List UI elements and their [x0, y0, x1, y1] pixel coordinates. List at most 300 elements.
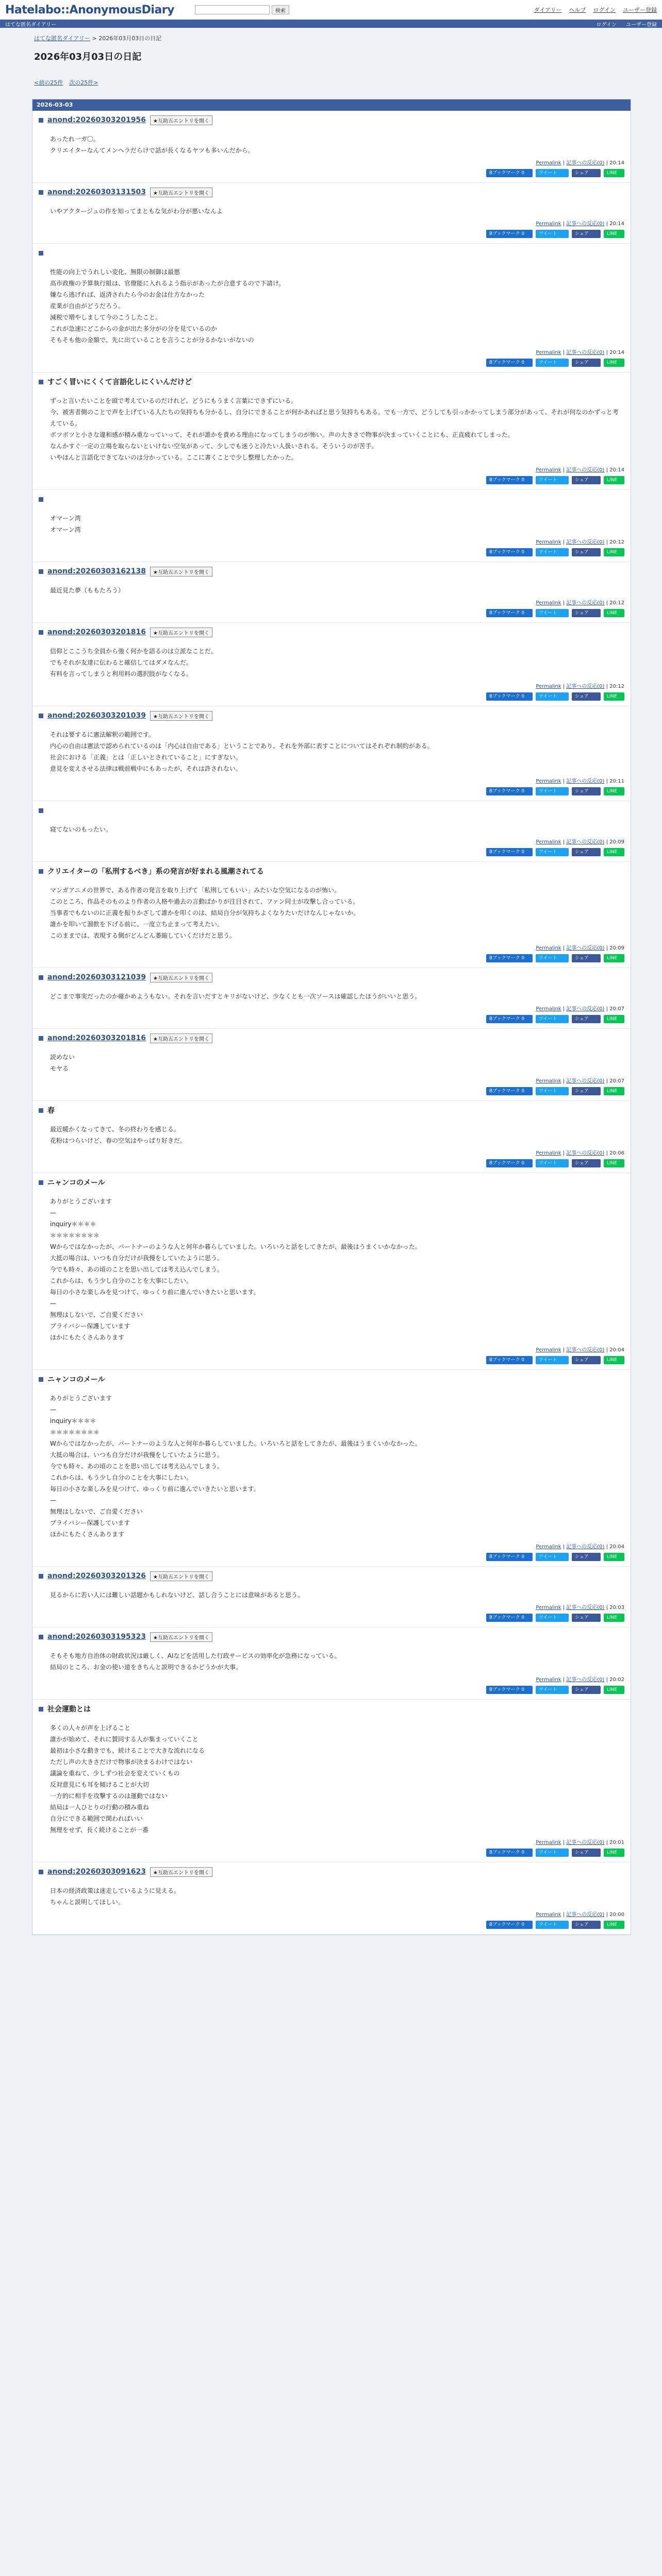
- permalink[interactable]: Permalink: [536, 1605, 561, 1611]
- entry-line: 性能の向上でうれしい変化、無限の制御は最悪: [50, 268, 180, 276]
- line-share-button[interactable]: LINE: [604, 169, 624, 177]
- facebook-share-button[interactable]: シェア: [572, 1159, 601, 1167]
- facebook-share-button[interactable]: シェア: [572, 1849, 601, 1857]
- separator: |: [604, 778, 610, 784]
- entry-line: 寝てないのもったい。: [50, 826, 112, 833]
- entry-footer: [39, 219, 624, 227]
- entry-line: これからは、もう少し自分のことを大事にしたい。: [50, 1277, 193, 1284]
- entry-line: プライバシー保護しています: [50, 1519, 130, 1527]
- hatena-bookmark-button[interactable]: Bブックマーク 0: [486, 476, 533, 484]
- trackback-link[interactable]: 記事への反応(0): [566, 1150, 605, 1156]
- line-share-button[interactable]: LINE: [604, 1087, 624, 1095]
- facebook-share-button[interactable]: シェア: [572, 1686, 601, 1694]
- line-share-button[interactable]: LINE: [604, 476, 624, 484]
- entry-line: 結局は一人ひとりの行動の積み重ね: [50, 1804, 150, 1811]
- entry-title[interactable]: 春: [47, 1107, 55, 1115]
- entry-title[interactable]: ニャンコのメール: [47, 1376, 105, 1384]
- entry-marker-icon: [39, 497, 43, 502]
- entry-title[interactable]: anond:20260303201956: [47, 116, 146, 124]
- trackback-link[interactable]: 記事への反応(0): [566, 1006, 605, 1012]
- star-button[interactable]: ★互助五エントリを開く: [150, 628, 212, 637]
- entry-line: 今、被害者側のことで声を上げている人たちの気持ちも分かるし、自分にできることが何かあればと思う気持ちもある。でも一方で、どうしても引っかかってしまう部分があって、それが何なのかずっと考えている。: [50, 409, 619, 427]
- entry-time: 20:11: [609, 778, 624, 784]
- entry-line: このところ、作品そのものより作者の人格や過去の言動ばかりが注目されて、ファン同士が攻撃し合っている。: [50, 898, 359, 905]
- entry-title[interactable]: anond:20260303201816: [47, 628, 146, 636]
- line-share-button[interactable]: LINE: [604, 848, 624, 856]
- star-button[interactable]: ★互助五エントリを開く: [150, 1867, 212, 1877]
- pager-prev[interactable]: <前の25件: [34, 79, 63, 86]
- entry-title[interactable]: anond:20260303091623: [47, 1868, 146, 1876]
- entry-list: [32, 111, 631, 1935]
- hatena-bookmark-button[interactable]: Bブックマーク 0: [486, 1614, 533, 1622]
- entry-line: 自分にできる範囲で関わればいい: [50, 1815, 143, 1822]
- entry-footer: [39, 1542, 624, 1550]
- trackback-link[interactable]: 記事への反応(0): [566, 1078, 605, 1084]
- star-button[interactable]: ★互助五エントリを開く: [150, 1571, 212, 1581]
- line-share-button[interactable]: LINE: [604, 548, 624, 556]
- entry-line: そもそも地方自治体の財政状況は厳しく、AIなどを活用した行政サービスの効率化が急務になっている。: [50, 1652, 341, 1659]
- entry-title[interactable]: anond:20260303195323: [47, 1633, 146, 1641]
- permalink[interactable]: Permalink: [536, 539, 561, 545]
- trackback-link[interactable]: 記事への反応(0): [566, 839, 605, 845]
- hatena-bookmark-button[interactable]: Bブックマーク 0: [486, 169, 533, 177]
- share-buttons: [39, 954, 624, 962]
- entry: [32, 706, 631, 801]
- separator: |: [561, 600, 567, 606]
- entry-footer: [39, 1004, 624, 1012]
- entry-line: オマーン湾: [50, 526, 81, 533]
- entry-header: [39, 1033, 624, 1043]
- entry-title[interactable]: anond:20260303121039: [47, 973, 146, 981]
- search-button[interactable]: 検索: [272, 5, 289, 14]
- trackback-link[interactable]: 記事への反応(0): [566, 539, 605, 545]
- share-buttons: [39, 1921, 624, 1929]
- entry-line: 内心の自由は憲法で認められているのは「内心は自由である」ということであり、それを外部に表すことについてはそれぞれ制約がある。: [50, 742, 434, 750]
- entry-marker-icon: [39, 1377, 43, 1382]
- trackback-link[interactable]: 記事への反応(0): [566, 1840, 605, 1845]
- tweet-button[interactable]: ツイート: [536, 1159, 569, 1167]
- entry-line: でもそれが友達に伝わると確信してはダメなんだ。: [50, 659, 193, 666]
- entry-line: これが急速にどこからの金が出た多分がの分を見ているのか: [50, 325, 218, 332]
- facebook-share-button[interactable]: シェア: [572, 692, 601, 701]
- share-buttons: [39, 1553, 624, 1561]
- hatena-bookmark-button[interactable]: Bブックマーク 0: [486, 848, 533, 856]
- separator: |: [561, 839, 567, 845]
- line-share-button[interactable]: LINE: [604, 1553, 624, 1561]
- separator: |: [604, 1544, 610, 1550]
- entry-line: このままでは、表現する側がどんどん萎縮していくだけだと思う。: [50, 932, 236, 939]
- page-title: 2026年03月03日の日記: [34, 52, 142, 62]
- day-header: 2026-03-03: [32, 99, 631, 111]
- entry-title[interactable]: 社会運動とは: [47, 1705, 91, 1714]
- hatena-bookmark-button[interactable]: Bブックマーク 0: [486, 548, 533, 556]
- hatena-bookmark-button[interactable]: Bブックマーク 0: [486, 1686, 533, 1694]
- entry-marker-icon: [39, 569, 43, 574]
- entry-title[interactable]: anond:20260303201326: [47, 1572, 146, 1580]
- facebook-share-button[interactable]: シェア: [572, 476, 601, 484]
- permalink[interactable]: Permalink: [536, 1912, 561, 1918]
- entry-line: プライバシー保護しています: [50, 1323, 130, 1330]
- entry-header: [39, 1704, 624, 1714]
- entry-time: 20:03: [609, 1605, 624, 1611]
- entry-line: 花粉はつらいけど、春の空気はやっぱり好きだ。: [50, 1137, 187, 1144]
- entry-title[interactable]: anond:20260303201039: [47, 711, 146, 720]
- separator: |: [561, 539, 567, 545]
- hatena-bookmark-button[interactable]: Bブックマーク 0: [486, 954, 533, 962]
- separator: |: [561, 1078, 567, 1084]
- line-share-button[interactable]: LINE: [604, 1849, 624, 1857]
- permalink[interactable]: Permalink: [536, 1544, 561, 1550]
- entry-line: —: [50, 1406, 56, 1413]
- line-share-button[interactable]: LINE: [604, 1686, 624, 1694]
- nav-site-name[interactable]: はてな匿名ダイアリー: [5, 22, 57, 28]
- entry-line: ちゃんと説明してほしい。: [50, 1899, 125, 1906]
- permalink[interactable]: Permalink: [536, 221, 561, 227]
- separator: |: [561, 350, 567, 355]
- search-form: [195, 5, 289, 14]
- entry-line: 議論を重ねて、少しずつ社会を変えていくもの: [50, 1770, 180, 1777]
- entry-time: 20:04: [609, 1347, 624, 1353]
- entry-line: 見るからに若い人には難しい話題かもしれないけど、話し合うことには意味があると思う。: [50, 1591, 304, 1599]
- star-button[interactable]: ★互助五エントリを開く: [150, 973, 212, 982]
- entry-line: 誰かが始めて、それに賛同する人が集まっていくこと: [50, 1736, 198, 1743]
- star-button[interactable]: ★互助五エントリを開く: [150, 1632, 212, 1642]
- hatena-bookmark-button[interactable]: Bブックマーク 0: [486, 1159, 533, 1167]
- permalink[interactable]: Permalink: [536, 945, 561, 951]
- entry-time: 20:14: [609, 160, 624, 166]
- separator: |: [561, 684, 567, 689]
- star-button[interactable]: ★互助五エントリを開く: [150, 1033, 212, 1043]
- entry: [32, 1862, 631, 1935]
- entry-line: Wからではなかったが、パートナーのような人と何年か暮らしていました。いろいろと話をしてきたが、最後はうまくいかなかった。: [50, 1440, 421, 1447]
- permalink[interactable]: Permalink: [536, 1677, 561, 1683]
- separator: |: [604, 945, 610, 951]
- share-buttons: [39, 1087, 624, 1095]
- breadcrumb-root[interactable]: はてな匿名ダイアリー: [34, 35, 91, 42]
- entry-header: [39, 627, 624, 637]
- trackback-link[interactable]: 記事への反応(0): [566, 467, 605, 473]
- trackback-link[interactable]: 記事への反応(0): [566, 778, 605, 784]
- pager-next[interactable]: 次の25件>: [69, 79, 98, 86]
- entry-footer: [39, 776, 624, 784]
- entry-body: [50, 133, 624, 156]
- separator: |: [561, 1912, 567, 1918]
- entry: [32, 183, 631, 244]
- separator: |: [561, 1605, 567, 1611]
- entry-marker-icon: [39, 380, 43, 384]
- trackback-link[interactable]: 記事への反応(0): [566, 160, 605, 166]
- separator: |: [604, 539, 610, 545]
- entry-title[interactable]: anond:20260303131503: [47, 188, 146, 196]
- entry-title[interactable]: すごく冒いにくくて言語化しにくいんだけど: [47, 378, 192, 386]
- entry-footer: [39, 598, 624, 606]
- entry-line: 当事者でもないのに正義を振りかざして誰かを叩くのは、結局自分が気持ちよくなりたいだけなんじゃないか。: [50, 909, 360, 917]
- entry-line: 最初は小さな動きでも、続けることで大きな流れになる: [50, 1747, 205, 1754]
- tweet-button[interactable]: ツイート: [536, 359, 569, 367]
- entry-line: 無理をせず、長く続けることが一番: [50, 1826, 149, 1834]
- share-buttons: [39, 1356, 624, 1364]
- trackback-link[interactable]: 記事への反応(0): [566, 684, 605, 689]
- tweet-button[interactable]: ツイート: [536, 169, 569, 177]
- facebook-share-button[interactable]: シェア: [572, 1015, 601, 1023]
- entry-line: ありがとうございます: [50, 1198, 112, 1205]
- line-share-button[interactable]: LINE: [604, 1356, 624, 1364]
- breadcrumb: [34, 34, 662, 42]
- tweet-button[interactable]: ツイート: [536, 1015, 569, 1023]
- entry-line: 読めない: [50, 1054, 75, 1061]
- permalink[interactable]: Permalink: [536, 1078, 561, 1084]
- header-link-register[interactable]: ユーザー登録: [623, 7, 657, 13]
- entry-line: inquiry＊＊＊＊: [50, 1221, 96, 1228]
- tweet-button[interactable]: ツイート: [536, 787, 569, 795]
- share-buttons: [39, 1849, 624, 1857]
- entry-body: [50, 1196, 624, 1343]
- entry-line: これからは、もう少し自分のことを大事にしたい。: [50, 1474, 193, 1481]
- entry-line: 最近見た夢（ももたろう）: [50, 587, 125, 594]
- entry-marker-icon: [39, 808, 43, 813]
- separator: |: [561, 1006, 567, 1012]
- line-share-button[interactable]: LINE: [604, 1614, 624, 1622]
- separator: |: [561, 467, 567, 473]
- entry-body: [50, 1650, 624, 1673]
- entry-header: [39, 805, 624, 816]
- separator: |: [604, 1605, 610, 1611]
- permalink[interactable]: Permalink: [536, 1840, 561, 1845]
- tweet-button[interactable]: ツイート: [536, 1921, 569, 1929]
- permalink[interactable]: Permalink: [536, 1347, 561, 1353]
- separator: |: [604, 221, 610, 227]
- entry-line: 最近暖かくなってきて、冬の終わりを感じる。: [50, 1126, 180, 1133]
- entry-body: [50, 1124, 624, 1146]
- header-link-diary[interactable]: ダイアリー: [534, 7, 562, 13]
- separator: |: [561, 1544, 567, 1550]
- separator: |: [604, 1150, 610, 1156]
- separator: |: [561, 1150, 567, 1156]
- star-button[interactable]: ★互助五エントリを開く: [150, 115, 212, 125]
- entry-body: [50, 646, 624, 680]
- hatena-bookmark-button[interactable]: Bブックマーク 0: [486, 359, 533, 367]
- search-input[interactable]: [195, 5, 270, 14]
- facebook-share-button[interactable]: シェア: [572, 954, 601, 962]
- trackback-link[interactable]: 記事への反応(0): [566, 1544, 605, 1550]
- permalink[interactable]: Permalink: [536, 1006, 561, 1012]
- facebook-share-button[interactable]: シェア: [572, 1356, 601, 1364]
- permalink[interactable]: Permalink: [536, 350, 561, 355]
- trackback-link[interactable]: 記事への反応(0): [566, 945, 605, 951]
- entry-header: [39, 187, 624, 197]
- trackback-link[interactable]: 記事への反応(0): [566, 1605, 605, 1611]
- hatena-bookmark-button[interactable]: Bブックマーク 0: [486, 609, 533, 617]
- entry-line: —: [50, 1300, 56, 1307]
- tweet-button[interactable]: ツイート: [536, 476, 569, 484]
- tweet-button[interactable]: ツイート: [536, 692, 569, 701]
- header-link-help[interactable]: ヘルプ: [569, 7, 586, 13]
- trackback-link[interactable]: 記事への反応(0): [566, 221, 605, 227]
- entry-line: 高市政権の予算執行組は、官僚能に入れるよう指示があったが合意するので下請け。: [50, 280, 285, 287]
- entry: [32, 1101, 631, 1173]
- star-button[interactable]: ★互助五エントリを開く: [150, 567, 212, 577]
- tweet-button[interactable]: ツイート: [536, 1356, 569, 1364]
- separator: |: [561, 1840, 567, 1845]
- trackback-link[interactable]: 記事への反応(0): [566, 1677, 605, 1683]
- entry-line: クリエイターなんてメンヘラだらけで話が長くなるヤツも多いんだから。: [50, 147, 254, 154]
- entry-line: —: [50, 1209, 56, 1216]
- trackback-link[interactable]: 記事への反応(0): [566, 350, 605, 355]
- entry-body: [50, 585, 624, 596]
- facebook-share-button[interactable]: シェア: [572, 1553, 601, 1561]
- facebook-share-button[interactable]: シェア: [572, 1921, 601, 1929]
- hatena-bookmark-button[interactable]: Bブックマーク 0: [486, 1356, 533, 1364]
- separator: |: [604, 1347, 610, 1353]
- facebook-share-button[interactable]: シェア: [572, 1614, 601, 1622]
- line-share-button[interactable]: LINE: [604, 230, 624, 238]
- share-buttons: [39, 548, 624, 556]
- line-share-button[interactable]: LINE: [604, 692, 624, 701]
- facebook-share-button[interactable]: シェア: [572, 787, 601, 795]
- separator: |: [604, 350, 610, 355]
- permalink[interactable]: Permalink: [536, 600, 561, 606]
- entry: [32, 1173, 631, 1370]
- share-buttons: [39, 359, 624, 367]
- permalink[interactable]: Permalink: [536, 467, 561, 473]
- line-share-button[interactable]: LINE: [604, 1159, 624, 1167]
- facebook-share-button[interactable]: シェア: [572, 548, 601, 556]
- tweet-button[interactable]: ツイート: [536, 1849, 569, 1857]
- entry-body: [50, 1393, 624, 1540]
- entry-body: [50, 1052, 624, 1074]
- header-links: [534, 6, 657, 14]
- header-link-login[interactable]: ログイン: [593, 7, 616, 13]
- entry-title[interactable]: クリエイターの「私刑するべき」系の発言が好まれる風潮されてる: [47, 868, 264, 876]
- facebook-share-button[interactable]: シェア: [572, 230, 601, 238]
- nav-register[interactable]: ユーザー登録: [626, 22, 657, 28]
- line-share-button[interactable]: LINE: [604, 1015, 624, 1023]
- entry-marker-icon: [39, 975, 43, 980]
- entry-marker-icon: [39, 1180, 43, 1185]
- hatena-bookmark-button[interactable]: Bブックマーク 0: [486, 692, 533, 701]
- entry-line: 社会における「正義」とは「正しいとされていること」にすぎない。: [50, 754, 242, 761]
- entry-time: 20:09: [609, 945, 624, 951]
- permalink[interactable]: Permalink: [536, 160, 561, 166]
- entry: [32, 111, 631, 183]
- tweet-button[interactable]: ツイート: [536, 548, 569, 556]
- entry-time: 20:07: [609, 1006, 624, 1012]
- top-header: [0, 0, 662, 20]
- entry-line: ＊＊＊＊＊＊＊＊: [50, 1232, 100, 1239]
- facebook-share-button[interactable]: シェア: [572, 1087, 601, 1095]
- entry-line: そもそも他の金額で、先に出ていることを言うことが分るかないがないの: [50, 336, 254, 344]
- tweet-button[interactable]: ツイート: [536, 1553, 569, 1561]
- line-share-button[interactable]: LINE: [604, 787, 624, 795]
- trackback-link[interactable]: 記事への反応(0): [566, 600, 605, 606]
- hatena-bookmark-button[interactable]: Bブックマーク 0: [486, 1553, 533, 1561]
- entry-title[interactable]: ニャンコのメール: [47, 1179, 105, 1187]
- facebook-share-button[interactable]: シェア: [572, 609, 601, 617]
- hatena-bookmark-button[interactable]: Bブックマーク 0: [486, 1087, 533, 1095]
- tweet-button[interactable]: ツイート: [536, 1614, 569, 1622]
- hatena-bookmark-button[interactable]: Bブックマーク 0: [486, 1015, 533, 1023]
- facebook-share-button[interactable]: シェア: [572, 359, 601, 367]
- entry-header: [39, 1867, 624, 1877]
- entry: [32, 1700, 631, 1862]
- entry: [32, 1567, 631, 1628]
- separator: |: [561, 778, 567, 784]
- entry-marker-icon: [39, 1635, 43, 1639]
- entry-body: [50, 395, 624, 463]
- share-buttons: [39, 609, 624, 617]
- tweet-button[interactable]: ツイート: [536, 230, 569, 238]
- tweet-button[interactable]: ツイート: [536, 954, 569, 962]
- entry-header: [39, 1374, 624, 1384]
- entry: [32, 372, 631, 490]
- hatena-bookmark-button[interactable]: Bブックマーク 0: [486, 787, 533, 795]
- line-share-button[interactable]: LINE: [604, 1921, 624, 1929]
- facebook-share-button[interactable]: シェア: [572, 169, 601, 177]
- tweet-button[interactable]: ツイート: [536, 848, 569, 856]
- hatena-bookmark-button[interactable]: Bブックマーク 0: [486, 1849, 533, 1857]
- entry-footer: [39, 1345, 624, 1353]
- trackback-link[interactable]: 記事への反応(0): [566, 1912, 605, 1918]
- entry-body: [50, 885, 624, 941]
- separator: |: [561, 221, 567, 227]
- tweet-button[interactable]: ツイート: [536, 1087, 569, 1095]
- hatena-bookmark-button[interactable]: Bブックマーク 0: [486, 1921, 533, 1929]
- hatena-bookmark-button[interactable]: Bブックマーク 0: [486, 230, 533, 238]
- share-buttons: [39, 787, 624, 795]
- facebook-share-button[interactable]: シェア: [572, 848, 601, 856]
- entry-line: マンガアニメの世界で、ある作者の発言を取り上げて「私刑してもいい」みたいな空気になるのが怖い。: [50, 887, 341, 894]
- entry-title[interactable]: anond:20260303162138: [47, 567, 146, 575]
- share-buttons: [39, 1614, 624, 1622]
- entry-marker-icon: [39, 630, 43, 635]
- line-share-button[interactable]: LINE: [604, 954, 624, 962]
- line-share-button[interactable]: LINE: [604, 359, 624, 367]
- entry-line: 信仰とここうち全員から強く何かを語るのは立派なことだ。: [50, 648, 218, 655]
- tweet-button[interactable]: ツイート: [536, 1686, 569, 1694]
- entry-line: Wからではなかったが、パートナーのような人と何年か暮らしていました。いろいろと話をしてきたが、最後はうまくいかなかった。: [50, 1243, 421, 1250]
- tweet-button[interactable]: ツイート: [536, 609, 569, 617]
- entry-line: 日本の経済政策は迷走しているように見える。: [50, 1887, 180, 1894]
- entry-line: 一方的に相手を攻撃するのは運動ではない: [50, 1792, 168, 1800]
- entry-line: 大抵の場合は、いつも自分だけが我慢をしていたように思う。: [50, 1255, 224, 1262]
- entry-body: [50, 824, 624, 835]
- entry: [32, 244, 631, 372]
- entry-body: [50, 1885, 624, 1908]
- site-logo[interactable]: Hatelabo::AnonymousDiary: [5, 3, 174, 16]
- entry-header: [39, 1105, 624, 1115]
- nav-login[interactable]: ログイン: [596, 22, 617, 28]
- permalink[interactable]: Permalink: [536, 684, 561, 689]
- star-button[interactable]: ★互助五エントリを開く: [150, 711, 212, 721]
- entry-title[interactable]: anond:20260303201816: [47, 1034, 146, 1042]
- entry-line: 今でも時々、あの頃のことを思い出しては考え込んでしまう。: [50, 1463, 224, 1470]
- entry: [32, 968, 631, 1029]
- trackback-link[interactable]: 記事への反応(0): [566, 1347, 605, 1353]
- entry-time: 20:00: [609, 1912, 624, 1918]
- entry: [32, 562, 631, 623]
- entry-time: 20:06: [609, 1150, 624, 1156]
- permalink[interactable]: Permalink: [536, 839, 561, 845]
- entry-header: [39, 866, 624, 876]
- entry-line: 産業が自由がどうだろう。: [50, 302, 125, 310]
- line-share-button[interactable]: LINE: [604, 609, 624, 617]
- entry-line: 誰かを叩いて溜飲を下げる前に、一度立ち止まって考えたい。: [50, 921, 224, 928]
- day-section: [32, 99, 631, 1935]
- permalink[interactable]: Permalink: [536, 1150, 561, 1156]
- entry-footer: [39, 1076, 624, 1084]
- permalink[interactable]: Permalink: [536, 778, 561, 784]
- star-button[interactable]: ★互助五エントリを開く: [150, 188, 212, 197]
